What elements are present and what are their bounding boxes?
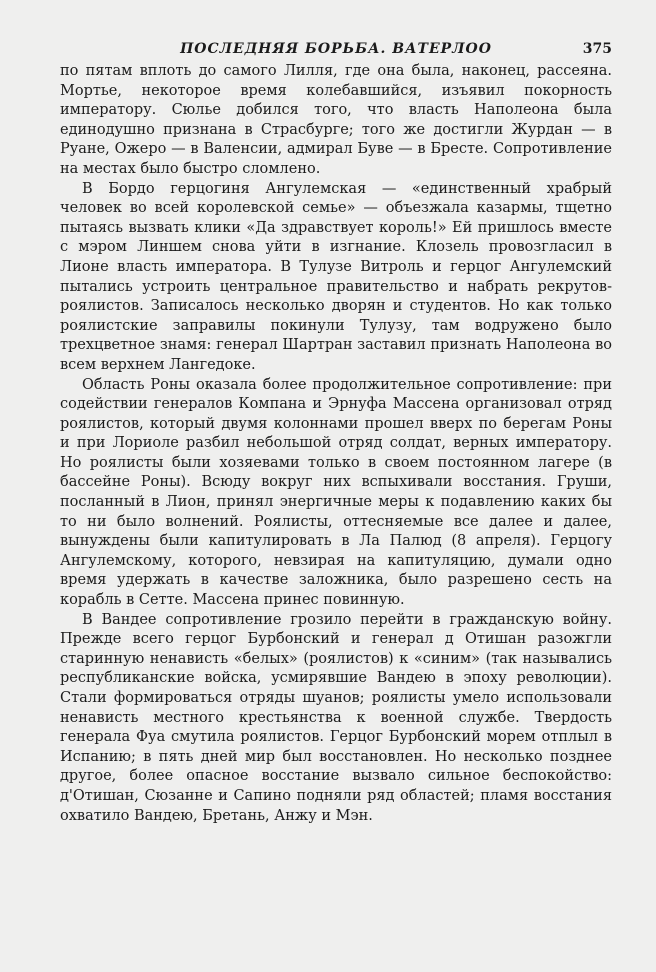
body-text (60, 62, 612, 826)
paragraph: по пятам вплоть до самого Лилля, где она была, наконец, рассеяна. Мортье, некоторое время колебавшийся, изъявил покорность императору. Сюлье добился того, что власть Наполеона была единодушно признана в Страсбурге; того же достигли Журдан — в Руане, Ожеро — в Валенсии, адмирал Буве — в Бресте. Сопротивление на местах было быстро сломлено. (60, 63, 612, 177)
paragraph: В Вандее сопротивление грозило перейти в гражданскую войну. Прежде всего герцог Бурбонский и генерал д Отишан разожгли старинную ненависть «белых» (роялистов) к «синим» (так назывались республиканские войска, усмирявшие Вандею в эпоху революции). Стали формироваться отряды шуанов; роялисты умело использовали ненависть местного крестьянства к военной службе. Твердость генерала Фуа смутила роялистов. Герцог Бурбонский морем отплыл в Испанию; в пять дней мир был восстановлен. Но несколько позднее другое, более опасное восстание вызвало сильное беспокойство: д'Отишан, Сюзанне и Сапино подняли ряд областей; пламя восстания охватило Вандею, Бретань, Анжу и Мэн. (60, 611, 612, 824)
running-head (60, 38, 612, 62)
paragraph: В Бордо герцогиня Ангулемская — «единственный храбрый человек во всей королевской семье» — объезжала казармы, тщетно пытаясь вызвать клики «Да здравствует король!» Ей пришлось вместе с мэром Линшем снова уйти в изгнание. Клозель провозгласил в Лионе власть императора. В Тулузе Витроль и герцог Ангулемский пытались устроить центральное правительство и набрать рекрутов-роялистов. Записалось несколько дворян и студентов. Но как только роялистские заправилы покинули Тулузу, там водружено было трехцветное знамя: генерал Шартран заставил признать Наполеона во всем верхнем Лангедоке. (60, 180, 612, 373)
page-number: 375 (582, 41, 612, 57)
book-page (60, 38, 612, 826)
paragraph: Область Роны оказала более продолжительное сопротивление: при содействии генералов Компана и Эрнуфа Массена организовал отряд роялистов, который двумя колоннами прошел вверх по берегам Роны и при Лориоле разбил небольшой отряд солдат, верных императору. Но роялисты были хозяевами только в своем постоянном лагере (в бассейне Роны). Всюду вокруг них вспыхивали восстания. Груши, посланный в Лион, принял энергичные меры к подавлению каких бы то ни было волнений. Роялисты, оттесняемые все далее и далее, вынуждены были капитулировать в Ла Палюд (8 апреля). Герцогу Ангулемскому, которого, невзирая на капитуляцию, думали одно время удержать в качестве заложника, было разрешено сесть на корабль в Сетте. Массена принес повинную. (60, 376, 612, 609)
running-title: ПОСЛЕДНЯЯ БОРЬБА. ВАТЕРЛОО (180, 41, 492, 57)
